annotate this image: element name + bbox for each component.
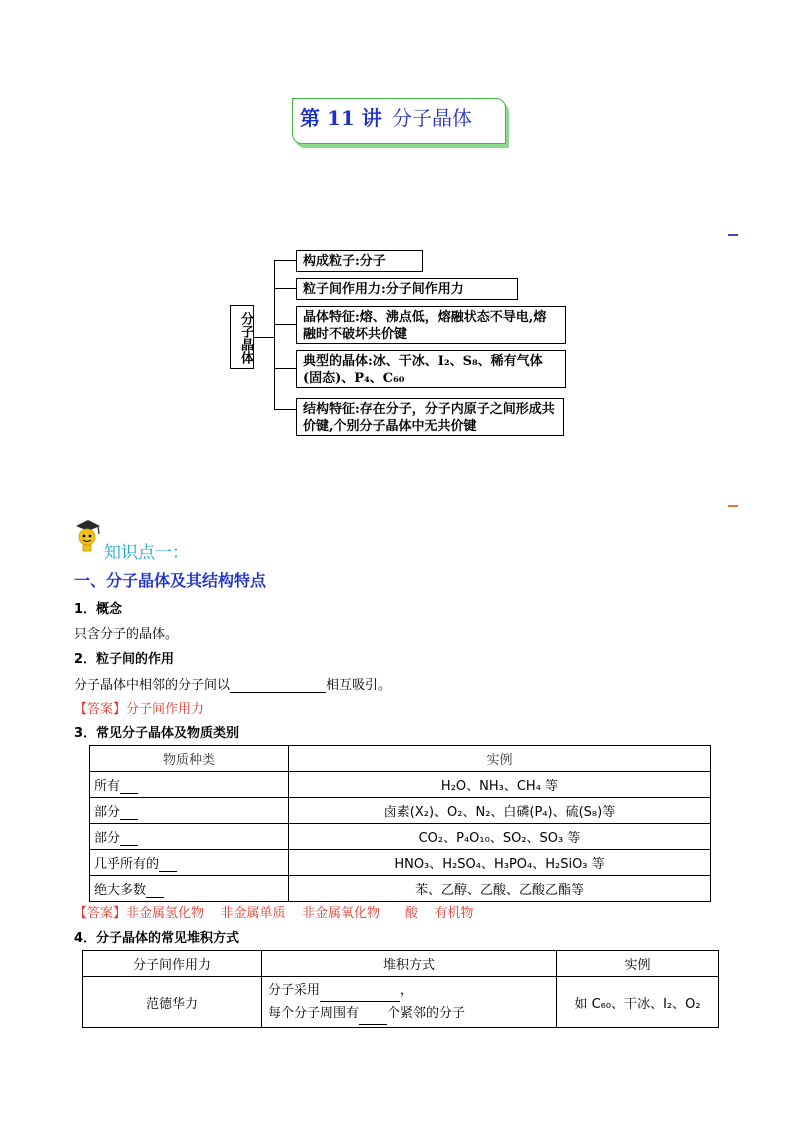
mindmap-connector [274,368,296,369]
heading-concept: 1．概念 [74,602,123,617]
margin-mark [728,505,738,507]
table-cell: CO₂、P₄O₁₀、SO₂、SO₃ 等 [289,824,711,850]
graduate-icon [72,518,102,554]
table-row [90,876,711,902]
table-cell: 几乎所有的 [90,850,289,876]
lesson-number: 第 11 讲 [300,106,382,130]
heading-interaction: 2．粒子间的作用 [74,652,175,667]
mindmap-connector [274,409,296,410]
table-cell: 卤素(X₂)、O₂、N₂、白磷(P₄)、硫(S₈)等 [289,798,711,824]
section-title: 一、分子晶体及其结构特点 [74,571,267,590]
lesson-title: 分子晶体 [392,106,472,130]
mindmap-root: 分子晶体 [230,305,254,369]
mindmap-connector [274,288,296,289]
table-row [90,772,711,798]
table-header: 实例 [289,746,711,772]
interaction-text [74,674,391,693]
mindmap-connector [274,260,275,409]
table-cell: 部分 [90,798,289,824]
crystal-type-table [89,745,711,902]
table-cell: 部分 [90,824,289,850]
interaction-text-after: 相互吸引。 [326,678,392,693]
table-row [90,824,711,850]
packing-table [82,950,719,1028]
table-row [90,798,711,824]
table-cell: 绝大多数 [90,876,289,902]
table-header-row [90,746,711,772]
margin-mark [728,234,738,236]
heading-common-crystals: 3．常见分子晶体及物质类别 [74,726,240,741]
table-header: 实例 [557,951,719,977]
mindmap-connector [274,324,296,325]
knowledge-point-title: 知识点一： [104,543,189,563]
mindmap-item-particles: 构成粒子:分子 [296,250,423,272]
table-header: 堆积方式 [262,951,557,977]
mindmap-item-typical: 典型的晶体:冰、干冰、I₂、S₈、稀有气体(固态)、P₄、C₆₀ [296,350,566,388]
table-cell: H₂O、NH₃、CH₄ 等 [289,772,711,798]
concept-text: 只含分子的晶体。 [74,627,179,642]
mindmap-connector [254,337,274,338]
table-header: 物质种类 [90,746,289,772]
table-row [90,850,711,876]
mindmap-item-features: 晶体特征:熔、沸点低，熔融状态不导电,熔融时不破坏共价键 [296,306,566,344]
heading-packing: 4．分子晶体的常见堆积方式 [74,931,240,946]
answer-2: 【答案】非金属氢化物 非金属单质 非金属氧化物 酸 有机物 [74,906,474,921]
table-cell: 如 C₆₀、干冰、I₂、O₂ [557,977,719,1028]
interaction-text-before: 分子晶体中相邻的分子间以 [74,678,231,693]
table-row [83,977,719,1028]
table-cell: 苯、乙醇、乙酸、乙酸乙酯等 [289,876,711,902]
mindmap-item-structure: 结构特征:存在分子，分子内原子之间形成共价键,个别分子晶体中无共价键 [296,398,564,436]
fill-blank [230,677,326,693]
table-cell: 分子采用 ， 每个分子周围有 个紧邻的分子 [262,977,557,1028]
table-cell: 所有 [90,772,289,798]
answer-1: 【答案】分子间作用力 [74,702,205,717]
table-header: 分子间作用力 [83,951,262,977]
table-cell: HNO₃、H₂SO₄、H₃PO₄、H₂SiO₃ 等 [289,850,711,876]
table-header-row [83,951,719,977]
mindmap-item-force: 粒子间作用力:分子间作用力 [296,278,518,300]
mindmap-connector [274,260,296,261]
table-cell: 范德华力 [83,977,262,1028]
